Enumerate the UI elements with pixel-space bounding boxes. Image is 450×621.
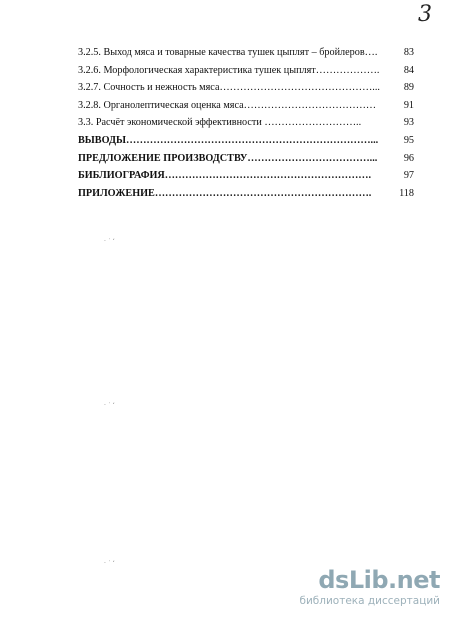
- scan-artifact: ·˙‘: [104, 560, 117, 567]
- scan-artifact: ·˙‘: [104, 402, 117, 409]
- watermark-subtitle: библиотека диссертаций: [299, 595, 440, 607]
- toc-entry-title: ПРЕДЛОЖЕНИЕ ПРОИЗВОДСТВУ………………………………...: [78, 152, 378, 164]
- watermark-logo: dsLib.net: [318, 566, 440, 594]
- scan-artifact: ·˙‘: [104, 238, 117, 245]
- toc-entry-title: 3.2.7. Сочность и нежность мяса………………………………………...: [78, 82, 380, 94]
- toc-entry-proposal: [78, 150, 414, 168]
- toc-entry-page: 84: [403, 64, 414, 76]
- toc-entry-title: 3.2.5. Выход мяса и товарные качества тушек цыплят – бройлеров….: [78, 47, 378, 58]
- toc-entry-page: 95: [403, 134, 414, 146]
- toc-entry-appendix: [78, 185, 414, 203]
- table-of-contents: [78, 44, 414, 202]
- toc-entry-title: ПРИЛОЖЕНИЕ……………………………………………………….: [78, 187, 372, 199]
- toc-entry-page: 89: [403, 82, 414, 94]
- toc-entry-3-2-6: [78, 62, 414, 80]
- toc-entry-conclusions: [78, 132, 414, 150]
- toc-entry-3-2-5: [78, 44, 414, 62]
- toc-entry-3-2-7: [78, 79, 414, 97]
- toc-entry-title: ВЫВОДЫ………………………………………………………………...: [78, 134, 379, 146]
- toc-entry-title: 3.2.8. Органолептическая оценка мяса…………………………………: [78, 99, 377, 111]
- toc-entry-page: 96: [403, 152, 414, 164]
- toc-entry-3-3: [78, 114, 414, 132]
- toc-entry-page: 93: [403, 117, 414, 129]
- watermark: [292, 566, 440, 612]
- toc-entry-bibliography: [78, 167, 414, 185]
- toc-entry-title: БИБЛИОГРАФИЯ…………………………………………………….: [78, 170, 372, 182]
- toc-entry-page: 83: [403, 47, 414, 58]
- toc-entry-title: 3.2.6. Морфологическая характеристика тушек цыплят……………….: [78, 64, 380, 76]
- toc-entry-page: 118: [399, 187, 414, 199]
- toc-entry-page: 91: [403, 99, 414, 111]
- toc-entry-3-2-8: [78, 97, 414, 115]
- toc-entry-title: 3.3. Расчёт экономической эффективности ………………………..: [78, 117, 362, 129]
- toc-entry-page: 97: [403, 170, 414, 182]
- page-number: 3: [418, 2, 432, 27]
